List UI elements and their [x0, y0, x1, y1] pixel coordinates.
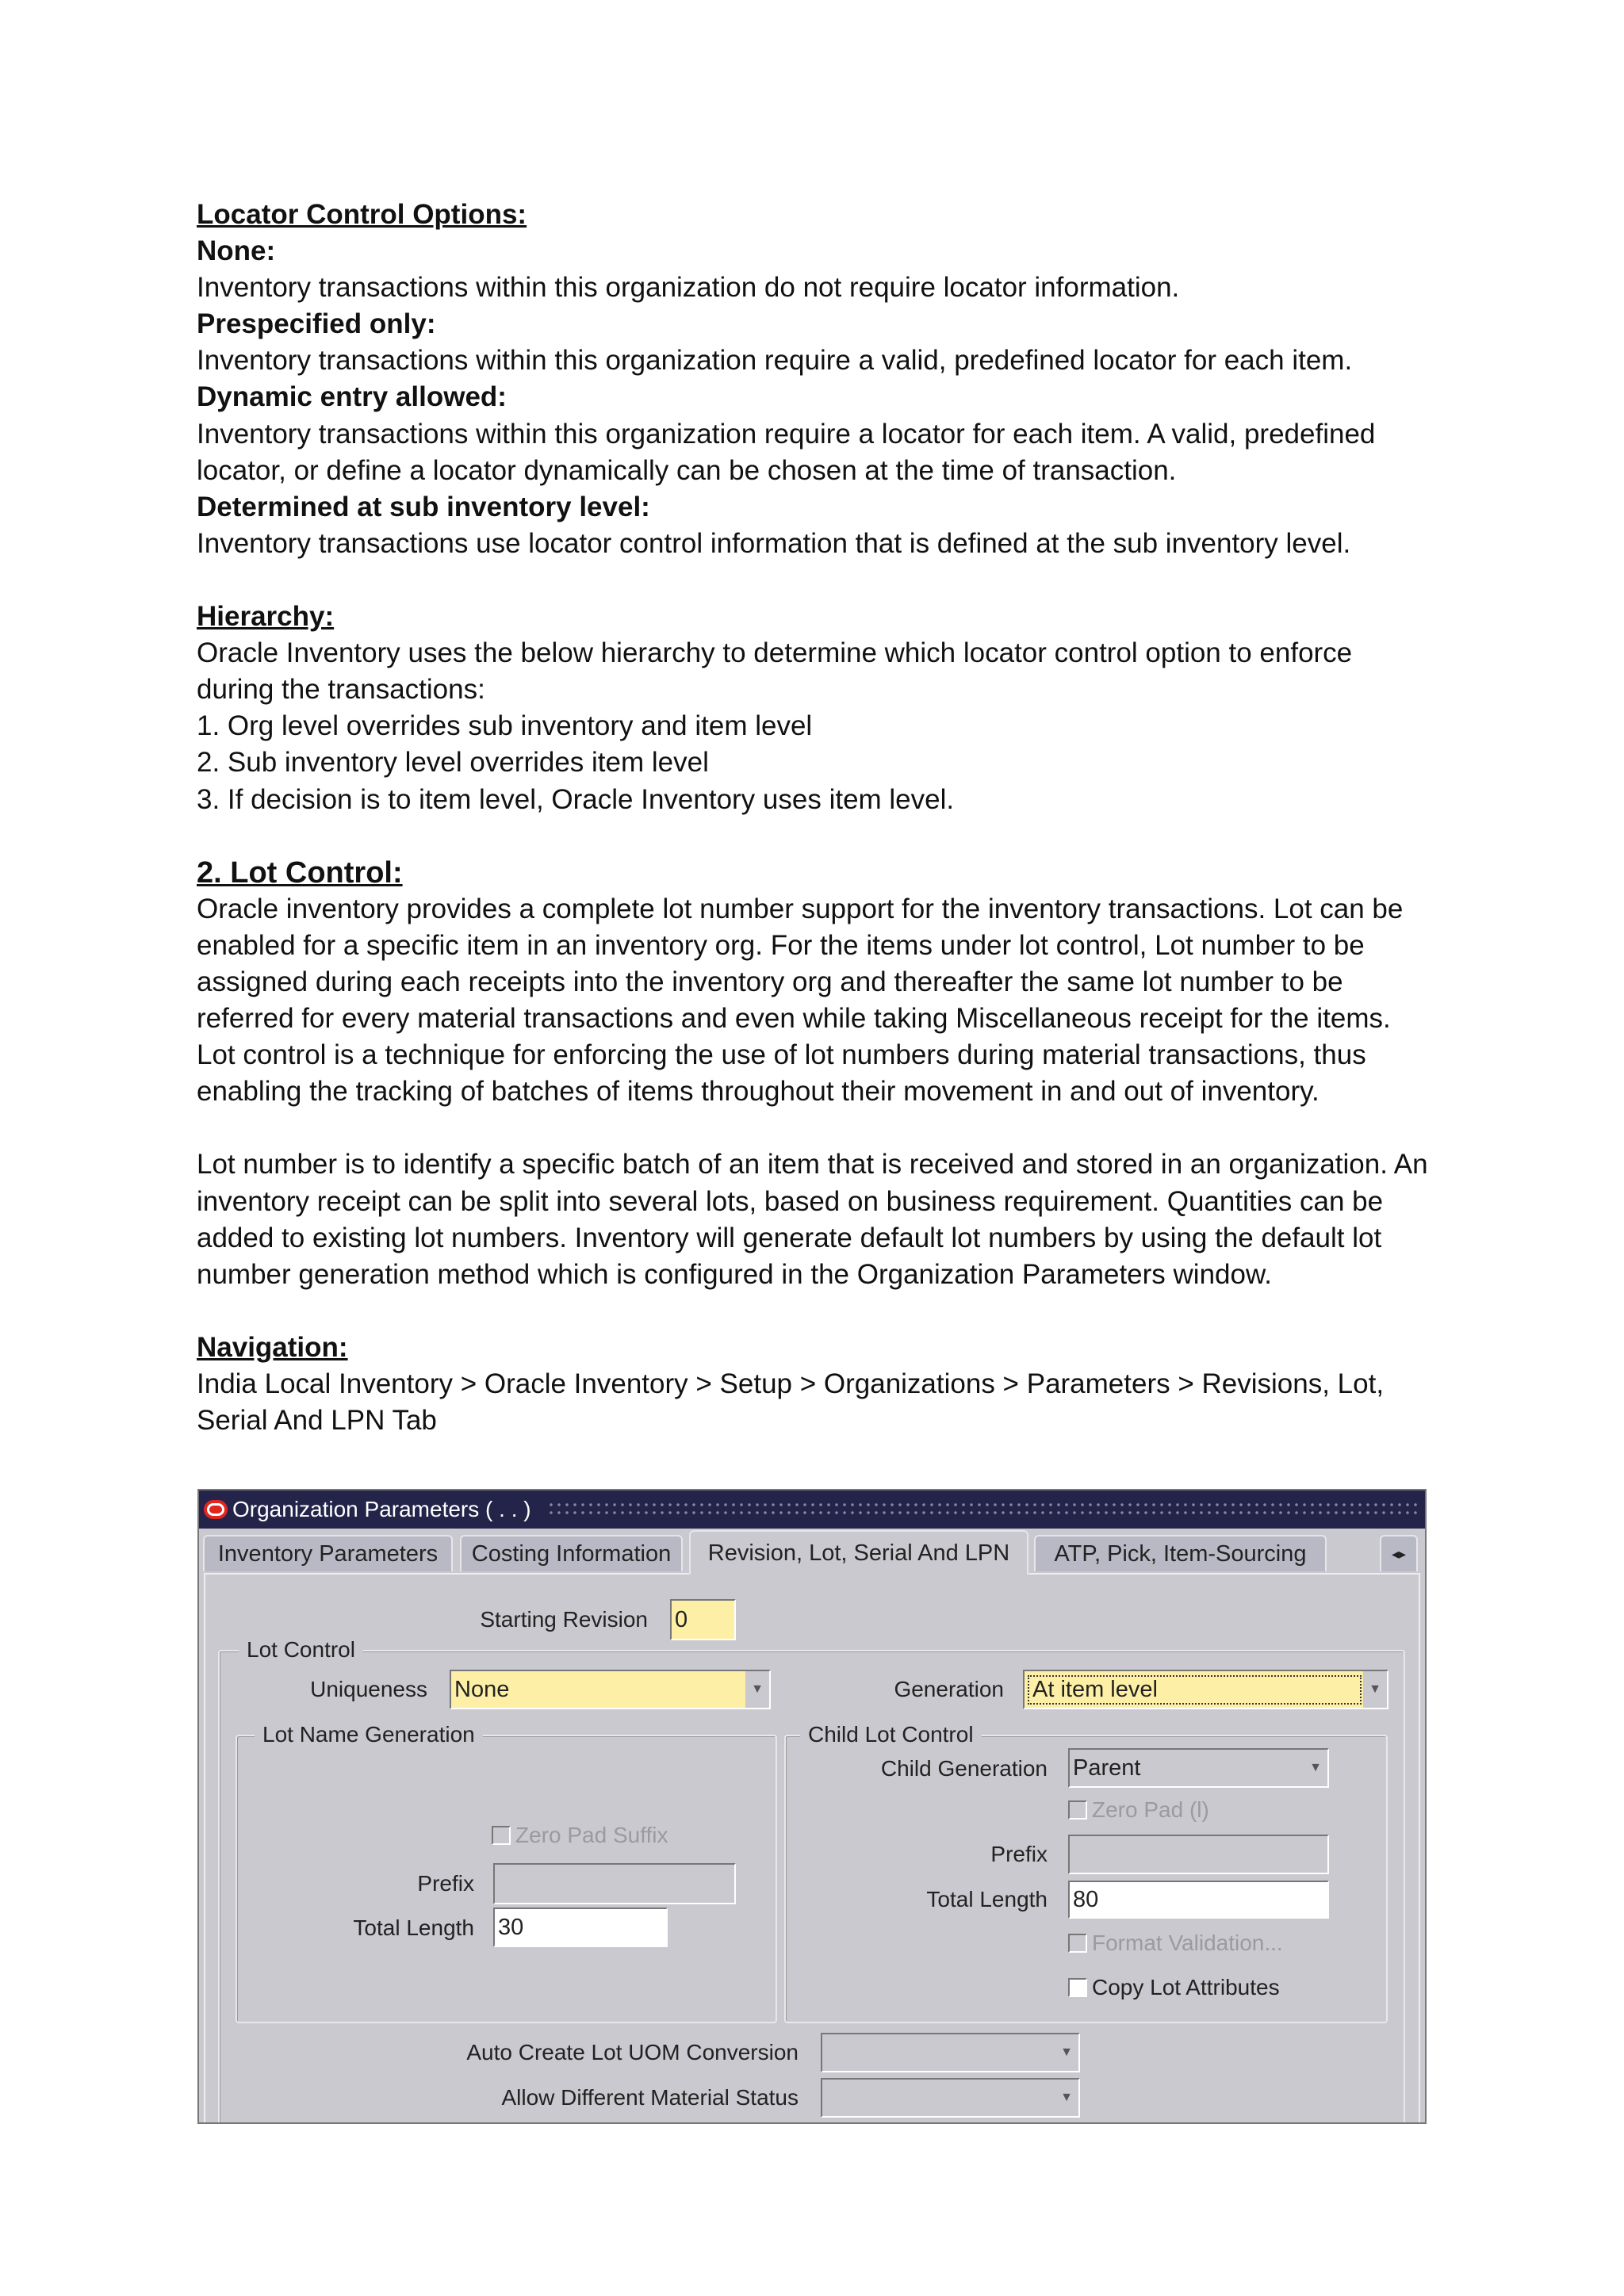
- locator-heading: Locator Control Options:: [197, 199, 527, 230]
- child-total-length-field[interactable]: 80: [1068, 1881, 1329, 1919]
- organization-parameters-window: [197, 1489, 1427, 2124]
- option-text: Inventory transactions use locator control information that is defined at the sub inventory level.: [197, 527, 1351, 559]
- oracle-logo-icon: [204, 1500, 228, 1519]
- checkbox-icon: [1068, 1800, 1087, 1820]
- lot-paragraph-1: Oracle inventory provides a complete lot number support for the inventory transactions. Lot can be enabled for a specific item in an inventory org. For the items under lot control, Lot number to be assigned during each receipts into the inventory org and thereafter the same lot number to be referred for every material transactions and even while taking Miscellaneous receipt for the items. Lot control is a technique for enforcing the use of lot numbers during material transactions, thus enabling the tracking of batches of items throughout their movement in and out of inventory.: [197, 893, 1404, 1108]
- tab-revision-lot-serial-lpn[interactable]: Revision, Lot, Serial And LPN: [689, 1530, 1028, 1575]
- uniqueness-select[interactable]: [450, 1670, 771, 1709]
- chevron-down-icon[interactable]: ▼: [1055, 2080, 1078, 2116]
- format-validation-label: Format Validation...: [1092, 1931, 1283, 1955]
- checkbox-icon: [1068, 1978, 1087, 1997]
- prefix-label: Prefix: [417, 1871, 474, 1896]
- chevron-down-icon[interactable]: ▼: [1055, 2034, 1078, 2071]
- generation-select[interactable]: [1023, 1670, 1388, 1709]
- lot-control-heading: 2. Lot Control:: [197, 855, 403, 890]
- option-title: Determined at sub inventory level:: [197, 491, 650, 522]
- option-text: Inventory transactions within this organization do not require locator information.: [197, 272, 1180, 304]
- tab-scroll-arrows-icon[interactable]: ◂▸: [1380, 1535, 1418, 1571]
- format-validation-checkbox[interactable]: [1068, 1931, 1283, 1956]
- window-title: Organization Parameters ( . . ): [232, 1497, 531, 1521]
- zero-pad-suffix-label: Zero Pad Suffix: [515, 1823, 668, 1847]
- hierarchy-intro: Oracle Inventory uses the below hierarchy to determine which locator control option to enforce during the transactions:: [197, 637, 1353, 706]
- uniqueness-label: Uniqueness: [310, 1677, 427, 1701]
- copy-lot-attributes-label: Copy Lot Attributes: [1092, 1975, 1280, 1999]
- copy-lot-attributes-checkbox[interactable]: [1068, 1975, 1280, 2000]
- option-text: Inventory transactions within this organization require a locator for each item. A valid, predefined locator, or define a locator dynamically can be chosen at the time of transaction.: [197, 418, 1376, 486]
- generation-value: At item level: [1028, 1675, 1362, 1705]
- hierarchy-item: 3. If decision is to item level, Oracle Inventory uses item level.: [197, 783, 955, 815]
- child-generation-value: Parent: [1073, 1755, 1141, 1781]
- child-generation-select[interactable]: [1068, 1748, 1329, 1788]
- generation-label: Generation: [894, 1677, 1004, 1701]
- hierarchy-heading: Hierarchy:: [197, 601, 335, 633]
- option-title: Prespecified only:: [197, 308, 436, 340]
- option-text: Inventory transactions within this organization require a valid, predefined locator for each item.: [197, 345, 1353, 377]
- chevron-down-icon[interactable]: ▼: [1363, 1671, 1387, 1708]
- tab-costing-information[interactable]: Costing Information: [460, 1535, 683, 1571]
- auto-create-lot-uom-label: Auto Create Lot UOM Conversion: [466, 2040, 799, 2064]
- child-prefix-label: Prefix: [990, 1842, 1048, 1866]
- chevron-down-icon[interactable]: ▼: [1304, 1750, 1327, 1786]
- zero-pad-label: Zero Pad (l): [1092, 1797, 1209, 1822]
- child-total-length-label: Total Length: [926, 1887, 1048, 1911]
- total-length-label: Total Length: [353, 1915, 474, 1940]
- allow-different-material-status-label: Allow Different Material Status: [501, 2085, 799, 2110]
- child-lot-control-label: Child Lot Control: [800, 1722, 982, 1747]
- lot-name-generation-label: Lot Name Generation: [255, 1722, 483, 1747]
- lot-paragraph-2: Lot number is to identify a specific batch of an item that is received and stored in an organization. An inventory receipt can be split into several lots, based on business requirement. Quantities can be added to existing lot numbers. Inventory will generate default lot numbers by using the default lot number generation method which is configured in the Organization Parameters window.: [197, 1149, 1428, 1290]
- document-body: [197, 197, 1434, 1439]
- prefix-field[interactable]: [493, 1863, 736, 1904]
- option-title: None:: [197, 235, 276, 267]
- starting-revision-field[interactable]: 0: [670, 1599, 736, 1640]
- auto-create-lot-uom-select[interactable]: [821, 2033, 1080, 2072]
- uniqueness-value: None: [454, 1676, 510, 1702]
- tab-inventory-parameters[interactable]: Inventory Parameters: [203, 1535, 453, 1571]
- title-bar-grip: [547, 1501, 1419, 1518]
- zero-pad-checkbox[interactable]: [1068, 1797, 1209, 1823]
- checkbox-icon: [1068, 1934, 1087, 1953]
- title-bar: [199, 1490, 1425, 1529]
- navigation-heading: Navigation:: [197, 1331, 348, 1363]
- child-generation-label: Child Generation: [880, 1756, 1048, 1781]
- zero-pad-suffix-checkbox[interactable]: [492, 1823, 668, 1848]
- hierarchy-item: 2. Sub inventory level overrides item level: [197, 747, 709, 779]
- child-prefix-field[interactable]: [1068, 1835, 1329, 1874]
- navigation-text: India Local Inventory > Oracle Inventory > Setup > Organizations > Parameters > Revisions, Lot, Serial And LPN Tab: [197, 1368, 1385, 1437]
- tab-atp-pick-item-sourcing[interactable]: ATP, Pick, Item-Sourcing: [1034, 1535, 1327, 1571]
- total-length-field[interactable]: 30: [493, 1908, 668, 1947]
- option-title: Dynamic entry allowed:: [197, 381, 507, 413]
- allow-different-material-status-select[interactable]: [821, 2078, 1080, 2118]
- lot-control-label: Lot Control: [239, 1637, 363, 1663]
- hierarchy-item: 1. Org level overrides sub inventory and item level: [197, 710, 813, 742]
- checkbox-icon: [492, 1826, 511, 1845]
- starting-revision-label: Starting Revision: [480, 1607, 648, 1632]
- chevron-down-icon[interactable]: ▼: [745, 1671, 769, 1708]
